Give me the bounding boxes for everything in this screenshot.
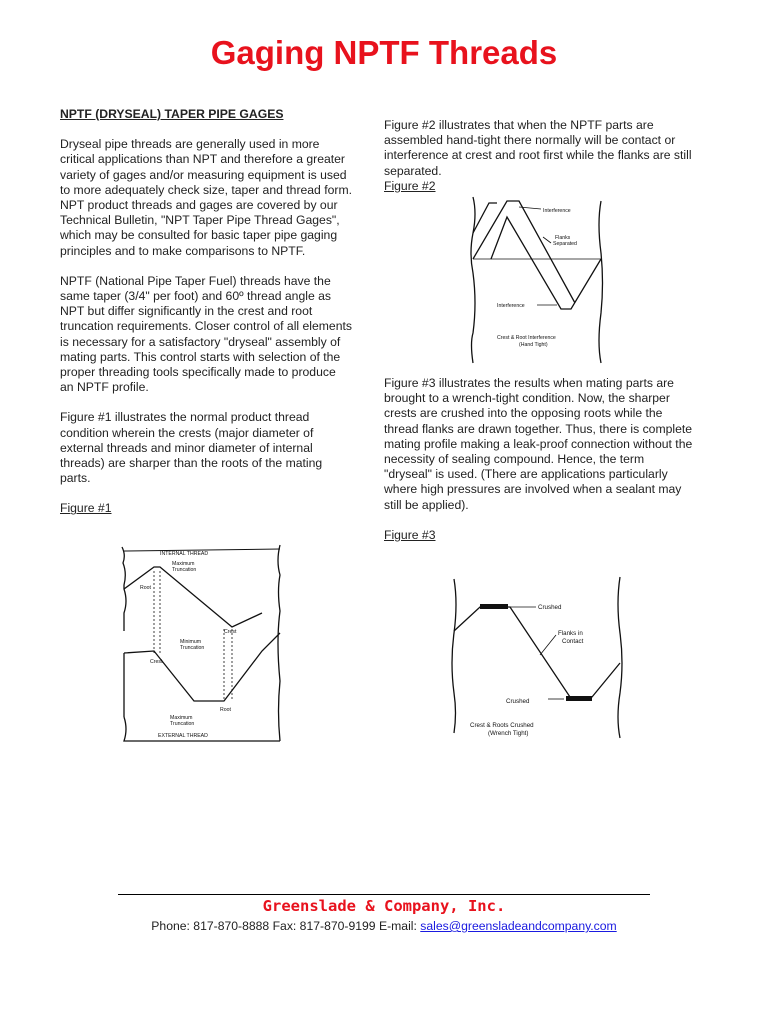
right-column-top	[384, 118, 694, 194]
page-title: Gaging NPTF Threads	[210, 34, 558, 71]
fig1-max-trunc2-a: Maximum	[170, 715, 193, 721]
paragraph-nptf: NPTF (National Pipe Taper Fuel) threads have the same taper (3/4" per foot) and 60º thread angle as NPT but differ significantly in the crest and root truncation requirements. Closer control of all elements is necessary for a satisfactory "dryseal" assembly of mating parts. This control starts with selection of the proper threading tools specifically made to produce an NPTF profile.	[60, 273, 352, 395]
fig3-crushed-bottom: Crushed	[506, 698, 530, 705]
fig3-caption-b: (Wrench Tight)	[488, 730, 529, 737]
fig3-flanks-b: Contact	[562, 638, 584, 645]
fig1-root-bottom: Root	[220, 707, 231, 713]
contact-numbers: Phone: 817-870-8888 Fax: 817-870-9199 E-mail:	[151, 919, 421, 933]
figure2-diagram	[467, 193, 607, 369]
fig1-crest-left: Crest	[150, 659, 163, 665]
fig3-caption-a: Crest & Roots Crushed	[470, 722, 534, 729]
figure3-label: Figure #3	[384, 527, 436, 542]
fig3-flanks-a: Flanks in	[558, 630, 583, 637]
fig2-interference-bottom: Interference	[497, 303, 525, 309]
fig2-flanks-b: Separated	[553, 241, 577, 247]
fig2-caption-a: Crest & Root Interference	[497, 335, 556, 341]
paragraph-figure1: Figure #1 illustrates the normal product thread condition wherein the crests (major diameter of external threads and minor diameter of internal threads) are sharper than the roots of the mating parts.	[60, 410, 323, 486]
fig3-crushed-top: Crushed	[538, 604, 562, 611]
fig2-interference-top: Interference	[543, 208, 571, 214]
figure1-diagram	[120, 541, 284, 750]
contact-line	[0, 919, 768, 933]
fig1-max-trunc-b: Truncation	[172, 567, 197, 573]
figure3-diagram	[444, 573, 628, 748]
fig1-internal-thread: INTERNAL THREAD	[160, 551, 209, 557]
fig2-flanks-a: Flanks	[555, 235, 571, 241]
fig2-caption-b: (Hand Tight)	[519, 342, 548, 348]
footer-divider	[118, 894, 650, 895]
fig1-max-trunc-a: Maximum	[172, 561, 195, 567]
email-link[interactable]: sales@greensladeandcompany.com	[420, 919, 617, 933]
company-name: Greenslade & Company, Inc.	[262, 897, 506, 915]
paragraph-dryseal: Dryseal pipe threads are generally used in more critical applications than NPT and therefore a greater variety of gages and/or measuring equipment is used to more adequately check size, taper and thread form. NPT product threads and gages are covered by our Technical Bulletin, "NPT Taper Pipe Thread Gages", which may be consulted for basic taper pipe gaging principles and to make comparisons to NPTF.	[60, 137, 352, 258]
section-heading: NPTF (DRYSEAL) TAPER PIPE GAGES	[60, 107, 284, 121]
fig1-external-thread: EXTERNAL THREAD	[158, 733, 208, 739]
fig1-crest-right: Crest	[224, 629, 237, 635]
fig1-max-trunc2-b: Truncation	[170, 721, 195, 727]
fig1-min-trunc-b: Truncation	[180, 645, 205, 651]
right-column-bottom	[384, 376, 694, 543]
fig1-root-top: Root	[140, 585, 151, 591]
fig1-min-trunc-a: Minimum	[180, 639, 202, 645]
paragraph-figure2: Figure #2 illustrates that when the NPTF parts are assembled hand-tight there normally will be contact or interference at crest and root first while the flanks are still separated.	[384, 118, 692, 178]
paragraph-figure3: Figure #3 illustrates the results when mating parts are brought to a wrench-tight condition. Now, the sharper crests are crushed into the opposing roots while the thread flanks are drawn together. Thus, there is complete mating profile making a leak-proof connection without the necessity of sealing compound. Hence, the term "dryseal" is used. (There are applications particularly where high pressures are involved when a sealant may still be applied).	[384, 376, 693, 512]
left-column	[60, 107, 352, 517]
figure1-label: Figure #1	[60, 501, 112, 516]
figure2-label: Figure #2	[384, 178, 436, 193]
